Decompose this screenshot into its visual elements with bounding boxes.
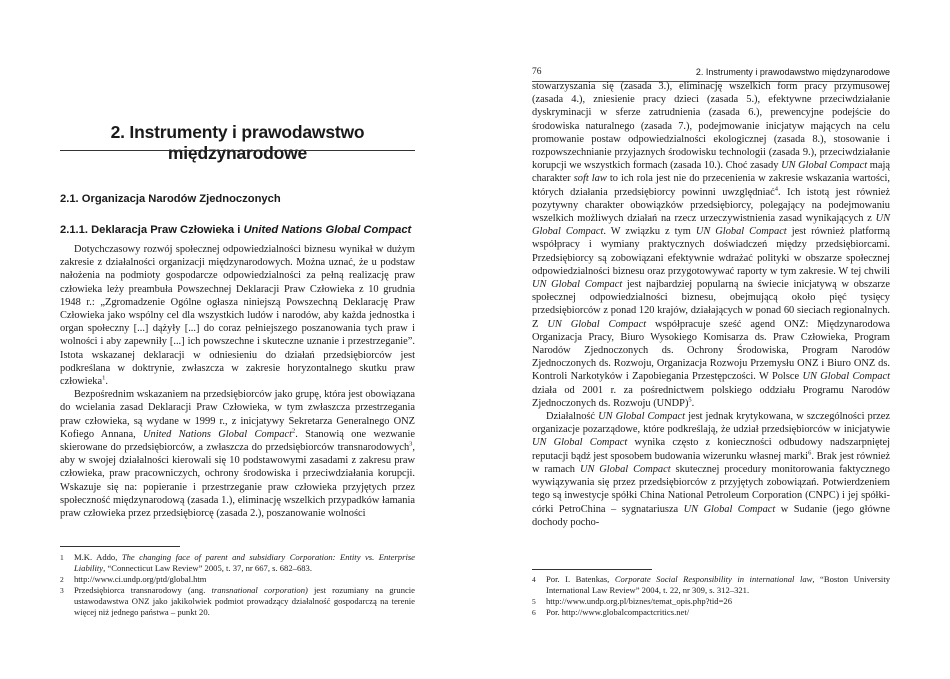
footnote-number: 5 [532,597,536,606]
footnote-number: 1 [60,553,64,562]
footnote-ref: 6 [808,449,812,457]
left-body-text [60,243,415,520]
footnote-number: 3 [60,586,64,595]
text-run: jest rozumiany na gruncie ustawodawstwa ONZ jako jakikolwiek podmiot prowadzący działalność gospodarczą na terenie więcej niż jednego państwa – punkt 20. [74,585,416,617]
italic-text: UN Global Compact [532,279,623,291]
footnote [60,585,415,618]
footnote-number: 4 [532,575,536,584]
left-footnotes [60,552,415,618]
text-run: . [105,376,108,388]
text-run: . Brak jest również w ramach [532,450,891,475]
footnote [532,596,890,607]
italic-text: United Nations Global Compact [143,428,292,440]
page-number: 76 [532,67,542,77]
text-run: . Stanowią one wezwanie skierowane do przedsiębiorców, a zwłaszcza do przedsiębiorców transnarodowych [60,428,415,454]
italic-text: Corporate Social Responsibility in international law [614,574,813,584]
text-run: stowarzyszania się (zasada 3.), eliminację wszelkich form pracy przymusowej (zasada 4.), zniesienie pracy dzieci (zasada 5.), efektywne przeciwdziałanie dyskryminacji w sferze zatrudnienia (zasada 6.), prewencyjne podejście do środowiska naturalnego (zasada 7.), podejmowanie inicjatyw mających na celu promowanie postaw odpowiedzialności ekologicznej (zasada 8.), stosowanie i rozpowszechnianie przyjaznych środowisku technologii (zasada 9.), przeciwdziałanie korupcji we wszystkich formach (zasada 10.). Choć zasady [532,81,890,172]
section-title: 2.1. Organizacja Narodów Zjednoczonych [60,193,281,205]
right-body-text [532,80,890,529]
footnote-number: 6 [532,608,536,617]
italic-text: UN Global Compact [683,503,776,515]
text-run: , “Boston University International Law Review” 2004, t. 22, nr 309, s. 312–321. [546,574,891,595]
text-run: http://www.ci.undp.org/ptd/global.htm [74,574,207,584]
right-page [532,0,890,679]
right-footnote-rule [532,569,652,570]
text-run: działa od 2001 r. za pośrednictwem polskiego oddziału Programu Narodów Zjednoczonych ds. Rozwoju (UNDP) [532,384,890,409]
subsection-title [60,224,411,236]
italic-text: UN Global Compact [695,226,787,238]
italic-text: UN Global Compact [598,411,686,423]
text-run: , “Connecticut Law Review” 2005, t. 37, nr 667, s. 682–683. [103,563,312,573]
left-footnote-rule [60,546,180,547]
running-title: 2. Instrumenty i prawodawstwo międzynarodowe [695,67,890,77]
paragraph [532,410,890,529]
footnote-ref: 3 [409,440,413,448]
text-run: M.K. Addo, [74,552,122,562]
right-footnotes [532,574,890,618]
italic-text: UN Global Compact [547,318,647,330]
text-run: Dotychczasowy rozwój społecznej odpowiedzialności biznesu wynikał w dużym zakresie z działalności organizacji międzynarodowych. Można uznać, że u podstaw nałożenia na podmioty gospodarcze odpowiedzialności za pełną realizację praw człowieka leży preambuła Powszechnej Deklaracji Praw Człowieka z 10 grudnia 1948 r.: „Zgromadzenie Ogólne ogłasza niniejszą Powszechną Deklarację Praw Człowieka jako wspólny cel dla wszystkich ludów i narodów, aby każda jednostka i organ społeczny [...] dążyły [...] do coraz pełniejszego poszanowania tych praw i wolności i aby zapewniły [...] ich powszechne i skuteczne uznanie i przestrzeganie”. Istota wskazanej deklaracji w odniesieniu do działań przedsiębiorców jest podkreślana w doktrynie, zwłaszcza w zakresie horyzontalnego skutku praw człowieka [60,244,415,388]
chapter-title: 2. Instrumenty i prawodawstwo międzynarodowe [110,122,365,163]
italic-text: UN Global Compact [579,463,671,475]
footnote-text [546,574,890,596]
text-run: w Sudanie (jego główne dochody pocho- [532,503,890,528]
subsection-title-italic: United Nations Global Compact [243,224,412,236]
text-run: http://www.undp.org.pl/biznes/temat_opis.php?tid=26 [546,596,733,606]
footnote-text [546,596,890,607]
left-page [60,0,415,679]
footnote [532,607,890,618]
paragraph [60,243,415,388]
text-run: to ich rola jest nie do przecenienia w zakresie wskazania wartości, których działania przedsiębiorcy powinni uwzględniać [532,173,891,198]
footnote-ref: 2 [291,427,296,435]
italic-text: UN Global Compact [532,437,628,449]
footnote [60,574,415,585]
running-header [532,67,890,77]
footnote-text [74,552,415,574]
paragraph [60,388,415,520]
footnote [60,552,415,574]
text-run: wynika często z konieczności odbudowy nadszarpniętej reputacji bądź jest sposobem budowania wizerunku własnej marki [532,437,890,462]
footnote [532,574,890,596]
footnote-text [74,585,415,618]
footnote-ref: 5 [688,396,692,404]
text-run: . Ich istotą jest również pozytywny charakter obowiązków przedsiębiorcy, polegający na podejmowaniu wszelkich możliwych działań na rzecz urzeczywistnienia zasad wynikających z [532,186,890,225]
italic-text: UN Global Compact [781,160,868,172]
footnote-text [546,607,890,618]
italic-text: UN Global Compact [802,371,890,383]
footnote-text [74,574,415,585]
text-run: . [691,397,695,409]
text-run: jest najbardziej popularną na świecie inicjatywą w obszarze społecznej odpowiedzialności biznesu, obejmującą około pięć tysięcy przedsiębiorców z ponad 120 krajów, działających w ponad 60 sieciach regionalnych. Z [532,279,891,330]
footnote-ref: 1 [102,374,106,382]
text-run: . W związku z tym [603,226,696,238]
text-run: Por. http://www.globalcompactcritics.net/ [546,607,690,617]
italic-text: The changing face of parent and subsidiary Corporation: Entity vs. Enterprise Liability [74,552,415,573]
text-run: jest również platformą współpracy i wymiany praktycznych doświadczeń między przedsiębiorcami. Przedsiębiorcy są zobowiązani efektywnie wdrażać polityki w obszarze społecznej odpowiedzialności biznesu oraz przygotowywać raporty w tym zakresie. W tej chwili [532,226,891,277]
text-run: Działalność [546,411,599,423]
text-run: jest jednak krytykowana, w szczególności przez organizacje pozarządowe, które podkreślają, że udział przedsiębiorców w inicjatywie [532,411,890,436]
text-run: współpracuje sześć agend ONZ: Międzynarodowa Organizacja Pracy, Biuro Wysokiego Komisarza ds. Praw Człowieka, Program Narodów Zjednoczonych ds. Ochrony Środowiska, Program Narodów Zjednoczonych ds. Rozwoju, Organizacja Rozwoju Przemysłu ONZ i Biuro ONZ ds. Kontroli Narkotyków i Zapobiegania Przestępczości. W Polsce [532,318,891,383]
footnote-number: 2 [60,575,64,584]
text-run: Bezpośrednim wskazaniem na przedsiębiorców jako grupę, która jest obowiązana do wcielania zasad Deklaracji Praw Człowieka, w tym zwłaszcza przestrzegania praw człowieka, są wydane w 1999 r., z inicjatywy Sekretarza Generalnego ONZ Kofiego Annana, [60,389,415,440]
text-run: mają charakter [532,160,891,185]
italic-text: soft law [573,173,607,185]
text-run: skutecznej procedury monitorowania faktycznego wywiązywania się przez przedsiębiorców z przyjętych zobowiązań. Potwierdzeniem tego są inwestycje spółki China National Petroleum Corporation (CNPC) i jej spółki-córki PetroChina – sygnatariusza [532,463,890,515]
text-run: Przedsiębiorca transnarodowy (ang. [74,585,212,595]
footnote-ref: 4 [774,185,778,193]
subsection-title-text: 2.1.1. Deklaracja Praw Człowieka i [60,224,244,236]
text-run: , aby w swojej działalności kierowali się 10 podstawowymi zasadami z zakresu praw człowieka, praw pracowniczych, ochrony środowiska i przeciwdziałania korupcji. Wskazuje się na: popieranie i przestrzeganie praw człowieka przyjętych przez społeczność międzynarodową (zasada 1.), eliminację wszelkich przypadków łamania praw człowieka przez przedsiębiorcę (zasada 2.), poszanowanie wolności [60,442,415,520]
italic-text: UN Global Compact [532,213,890,238]
chapter-title-rule [60,150,415,151]
paragraph [532,80,890,410]
italic-text: transnational corporation) [211,585,308,595]
text-run: Por. I. Batenkas, [546,574,615,584]
